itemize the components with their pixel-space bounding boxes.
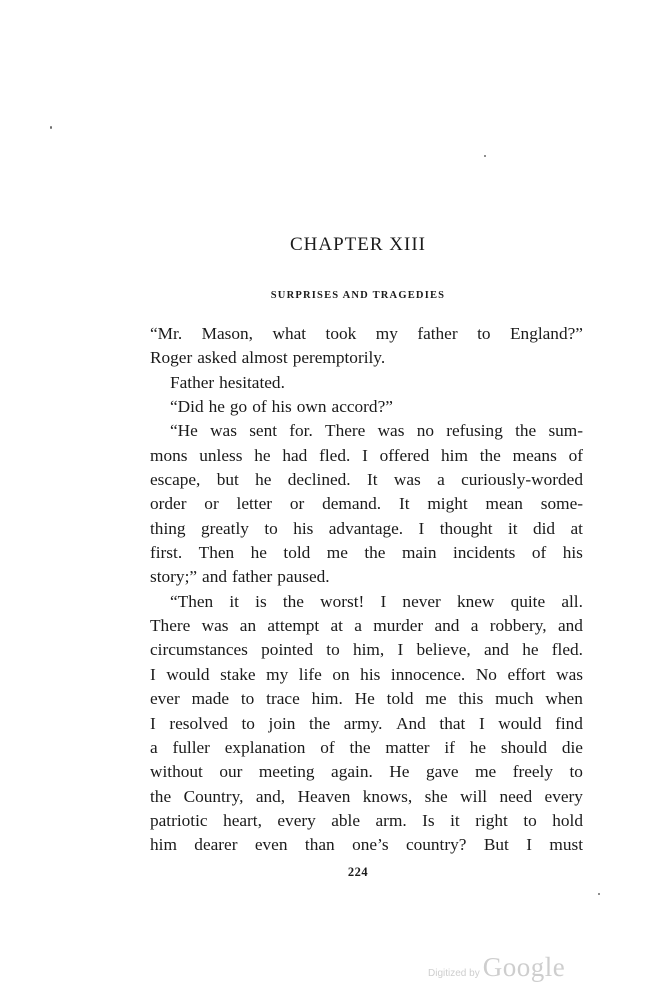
page-number: 224 xyxy=(347,865,369,879)
body-text-line: a fuller explanation of the matter if he should die xyxy=(150,737,583,757)
body-text-line: him dearer even than one’s country? But I must xyxy=(150,835,583,855)
ink-speck xyxy=(598,893,600,895)
body-text-line: circumstances pointed to him, I believe, and he fled. xyxy=(150,640,583,660)
body-text-line: the Country, and, Heaven knows, she will need every xyxy=(150,786,583,806)
body-text-line: “Did he go of his own accord?” xyxy=(170,397,393,417)
body-text-line: Roger asked almost peremptorily. xyxy=(150,348,386,368)
watermark-prefix: Digitized by xyxy=(428,968,480,979)
body-text-line: thing greatly to his advantage. I thought it did at xyxy=(150,518,583,538)
body-text-line: ever made to trace him. He told me this much when xyxy=(150,689,583,709)
body-text-line: I resolved to join the army. And that I would find xyxy=(150,713,583,733)
body-text-line: “Mr. Mason, what took my father to England?” xyxy=(150,324,583,343)
body-text-line: I would stake my life on his innocence. No effort was xyxy=(150,664,583,684)
body-text-line: “Then it is the worst! I never knew quite all. xyxy=(170,591,583,611)
chapter-body-text xyxy=(150,322,583,858)
digitized-by-google-watermark xyxy=(428,952,565,983)
body-text-line: order or letter or demand. It might mean some- xyxy=(150,494,583,514)
body-text-line: There was an attempt at a murder and a robbery, and xyxy=(150,616,583,636)
chapter-title: CHAPTER XIII xyxy=(289,234,427,255)
body-text-line: patriotic heart, every able arm. Is it right to hold xyxy=(150,810,583,830)
body-text-line: mons unless he had fled. I offered him the means of xyxy=(150,445,583,465)
ink-speck xyxy=(50,126,52,129)
body-text-line: story;” and father paused. xyxy=(150,567,330,587)
body-text-line: without our meeting again. He gave me freely to xyxy=(150,762,583,782)
body-text-line: first. Then he told me the main incidents of his xyxy=(150,543,583,563)
body-text-line: “He was sent for. There was no refusing the sum- xyxy=(170,421,583,441)
google-logo-text: Google xyxy=(482,952,566,982)
body-text-line: escape, but he declined. It was a curiously-worded xyxy=(150,470,583,490)
chapter-subtitle: SURPRISES AND TRAGEDIES xyxy=(270,290,446,301)
ink-speck xyxy=(484,155,486,157)
body-text-line: Father hesitated. xyxy=(170,372,285,392)
